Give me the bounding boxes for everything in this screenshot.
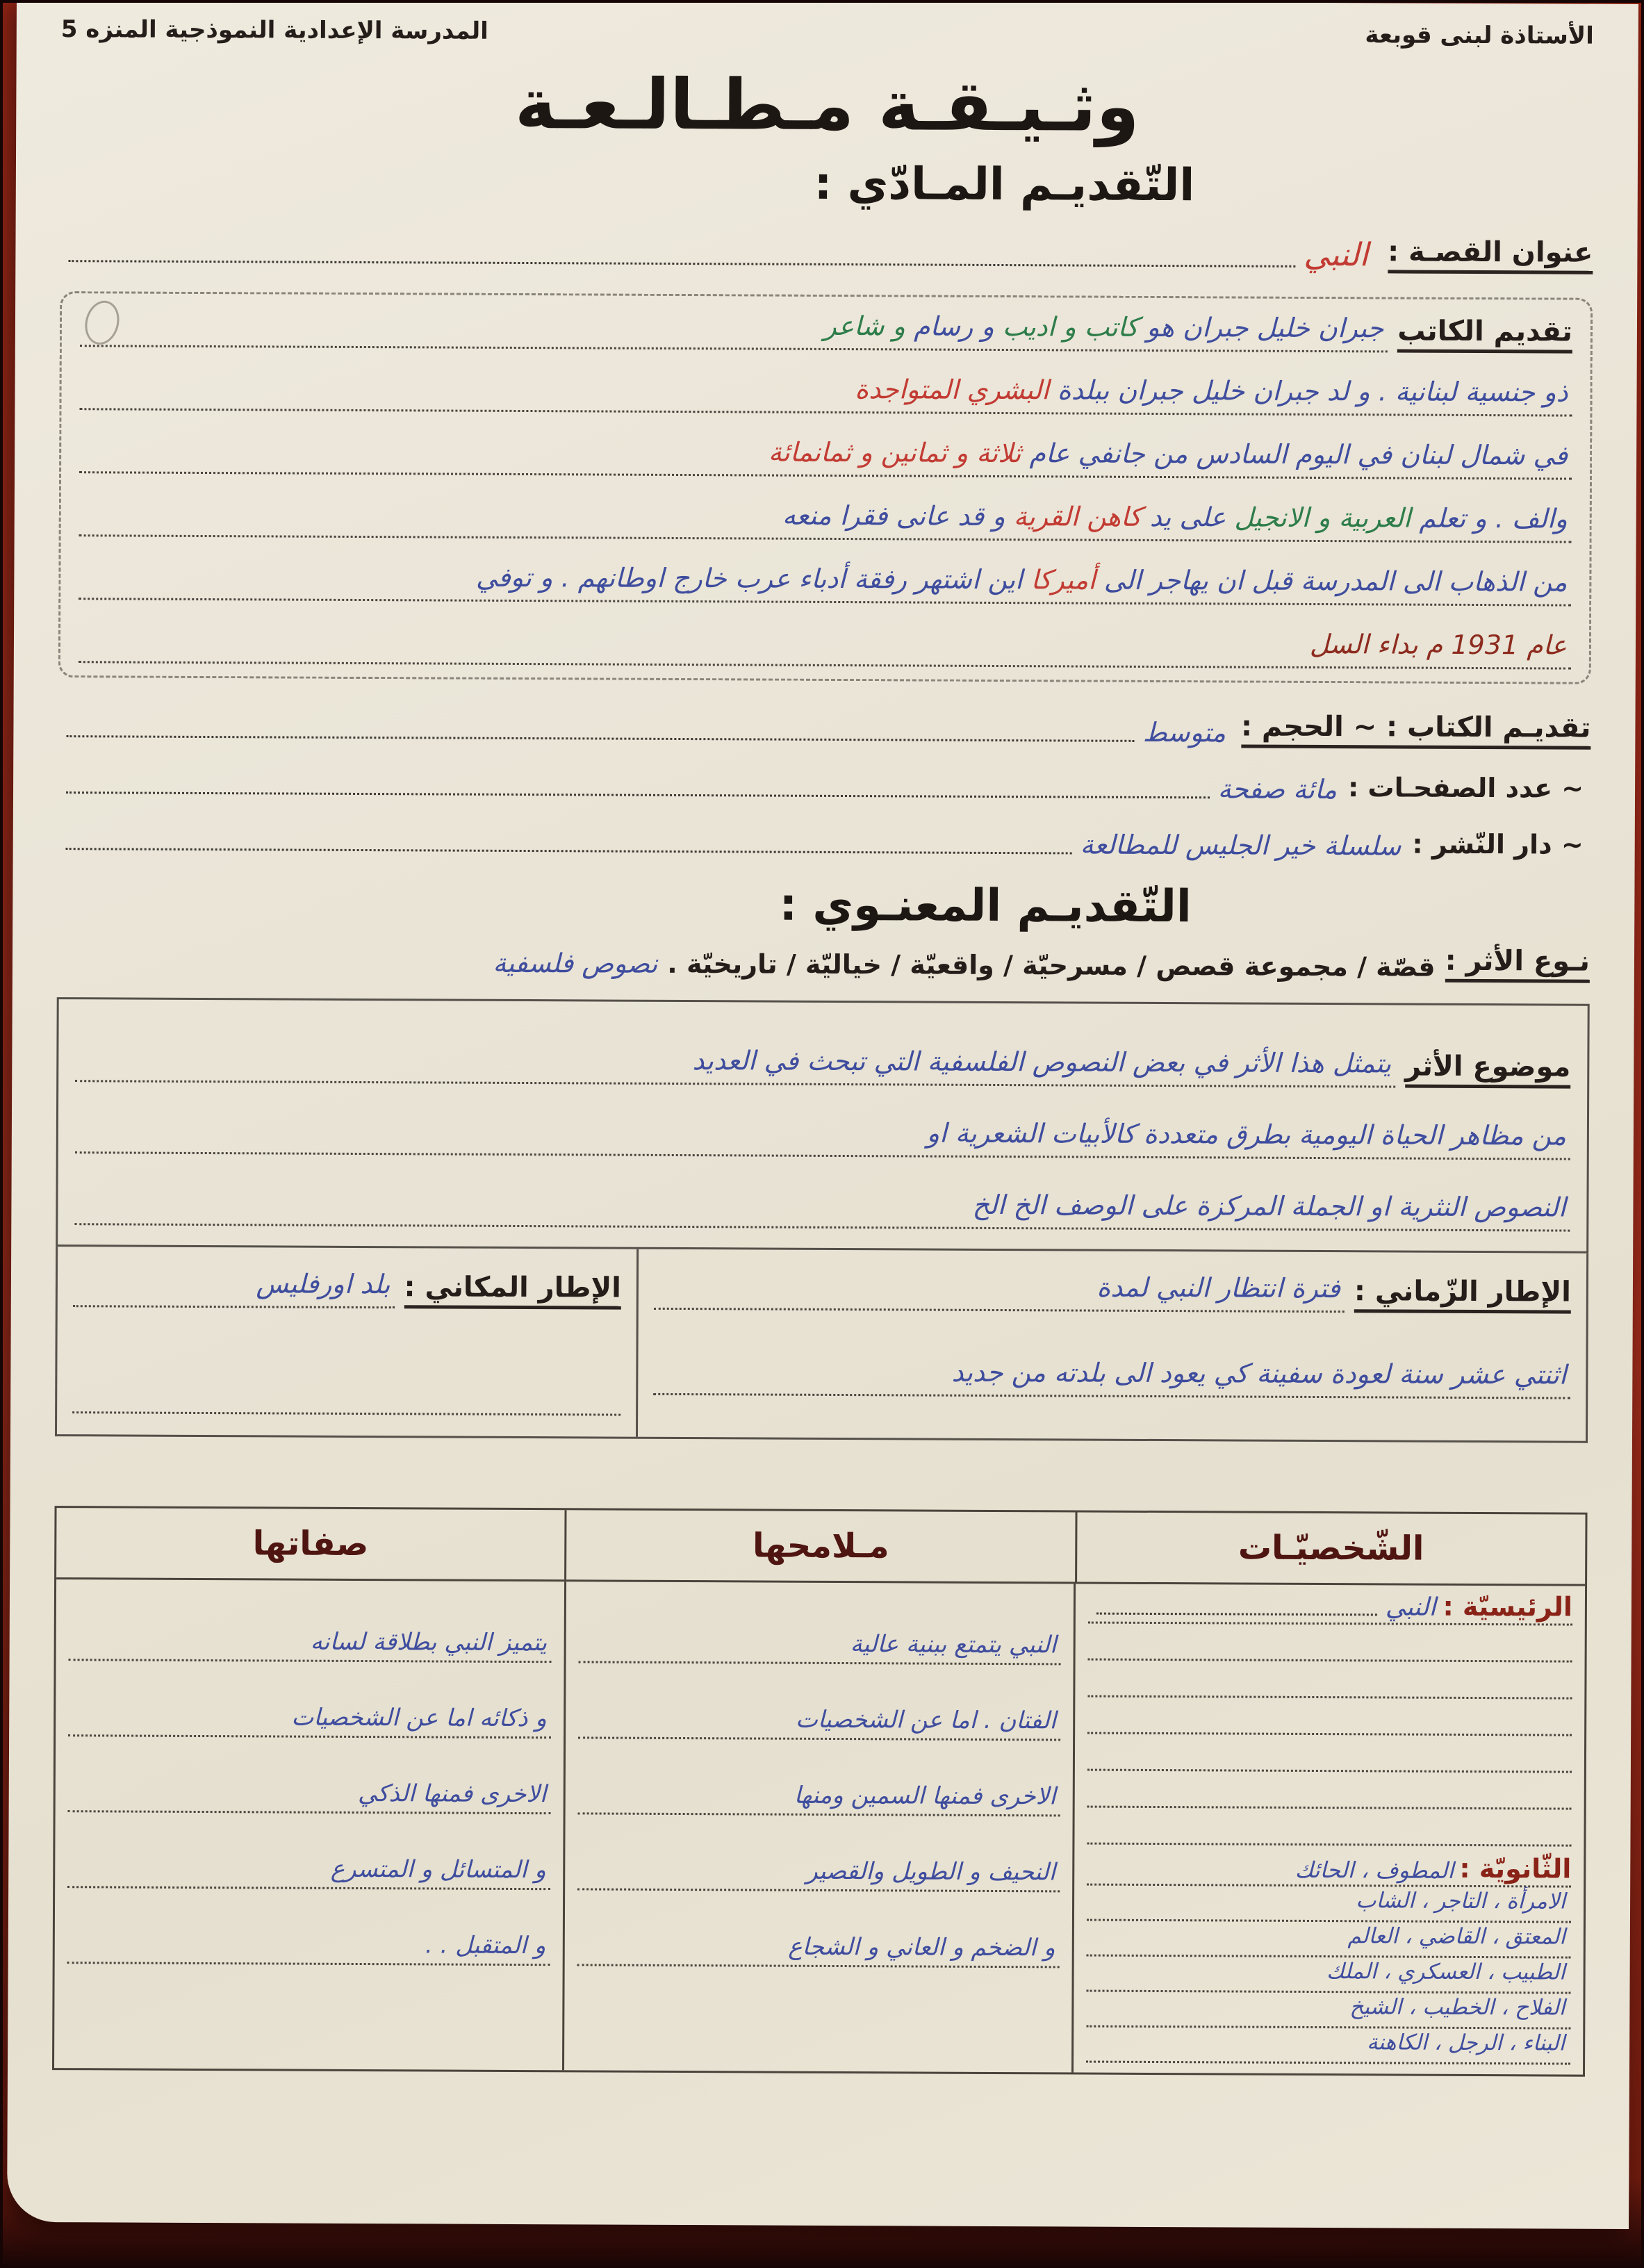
subject-handwriting-line: من مظاهر الحياة اليومية بطرق متعددة كالأبيات الشعرية او — [75, 1110, 1570, 1160]
secondary-character-line — [1086, 1957, 1570, 1994]
handwriting-segment: الفتان . اما عن الشخصيات — [795, 1705, 1057, 1735]
features-handwriting-line — [578, 1700, 1060, 1741]
main-character-line — [1088, 1590, 1572, 1626]
handwriting-segment: الاخرى فمنها السمين ومنها — [794, 1781, 1056, 1811]
characters-table-body — [54, 1579, 1585, 2075]
dotted-leader — [66, 791, 1210, 798]
handwriting-segment: البشري — [958, 374, 1049, 406]
traits-handwriting-line — [67, 1850, 550, 1890]
characters-table — [52, 1506, 1588, 2077]
handwriting-segment: و رسام — [905, 311, 994, 342]
secondary-character-line — [1087, 1886, 1571, 1923]
traits-handwriting-line — [67, 1925, 550, 1966]
traits-column — [54, 1579, 566, 2070]
handwriting-segment: الاخرى فمنها الذكي — [357, 1779, 547, 1809]
worksheet-page — [7, 0, 1638, 2229]
dotted-leader — [68, 259, 1295, 268]
author-presentation-box — [58, 291, 1593, 684]
dotted-leader — [66, 734, 1134, 742]
features-handwriting-line — [577, 1852, 1060, 1892]
subject-handwriting-line: النصوص النثرية او الجملة المركزة على الوصف الخ الخ — [74, 1181, 1570, 1231]
handwriting-segment: والف . و تعلم — [1411, 502, 1568, 534]
handwriting-segment: و المتسائل و المتسرع — [330, 1855, 546, 1884]
page-count-line — [58, 766, 1584, 806]
dotted-leader — [1096, 1612, 1377, 1616]
handwriting-segment: يتميز النبي بطلاقة لسانه — [310, 1627, 548, 1657]
author-handwriting-line — [79, 366, 1572, 416]
handwriting-segment: عام 1931 م بداء السل — [1309, 628, 1568, 661]
book-size-handwriting: متوسط — [1142, 716, 1226, 748]
time-frame-cell — [638, 1249, 1586, 1441]
secondary-character-handwriting: المطوف ، الحائك — [1294, 1856, 1454, 1884]
empty-dotted-line — [1087, 1624, 1572, 1663]
story-title-label: عنوان القصـة : — [1388, 236, 1593, 274]
column-header-features: مـلامحها — [566, 1510, 1077, 1581]
empty-dotted-line — [72, 1370, 620, 1415]
story-title-handwriting: النبي — [1304, 235, 1369, 274]
book-presentation-label: تقديـم الكتاب : ~ الحجم : — [1241, 711, 1591, 750]
column-header-traits: صفاتها — [56, 1508, 567, 1579]
place-frame-cell — [57, 1247, 639, 1437]
page-header — [61, 15, 1594, 50]
traits-handwriting-line — [69, 1622, 551, 1663]
subject-box — [56, 997, 1590, 1254]
handwriting-segment: و قد عانى فقرا منعه — [782, 500, 1005, 532]
work-type-options: قصّة / مجموعة قصص / مسرحيّة / واقعيّة / خياليّة / تاريخيّة . — [667, 948, 1436, 983]
subject-label: موضوع الأثر — [1405, 1051, 1570, 1089]
handwriting-segment: و المتقبل . . — [425, 1931, 546, 1960]
secondary-character-line — [1086, 1921, 1570, 1959]
traits-handwriting-line — [68, 1774, 550, 1814]
author-label: تقديم الكاتب — [1397, 315, 1572, 353]
handwriting-segment: على يد — [1141, 501, 1226, 533]
teacher-name: الأستاذة لبنى قوبعة — [1365, 21, 1594, 50]
material-section-heading: التّقديـم المـادّي : — [814, 158, 1195, 212]
secondary-character-line — [1086, 1992, 1570, 2030]
handwriting-segment: و ذكائه اما عن الشخصيات — [291, 1703, 547, 1733]
book-size-line — [58, 705, 1590, 750]
place-frame-label: الإطار المكاني : — [404, 1271, 621, 1309]
school-name: المدرسة الإعدادية النموذجية المنزه 5 — [60, 15, 488, 45]
handwriting-segment: و الضخم و العاني و الشجاع — [788, 1932, 1055, 1962]
column-header-characters: الشّخصيّـات — [1238, 1528, 1424, 1568]
main-character-handwriting: النبي — [1385, 1593, 1436, 1622]
handwriting-segment: اين اشتهر رفقة أدباء عرب خارج اوطانهم . و توفي — [475, 561, 1023, 595]
handwriting-segment: العربية و الانجيل — [1226, 502, 1411, 534]
features-handwriting-line — [577, 1928, 1059, 1968]
empty-dotted-lines — [1087, 1624, 1572, 1847]
frames-row — [55, 1247, 1588, 1443]
traits-handwriting-line — [68, 1698, 550, 1739]
page-count-handwriting: مائة صفحة — [1217, 773, 1338, 805]
handwriting-segment: كاهن القرية — [1005, 501, 1142, 532]
subject-handwriting-lines — [74, 1110, 1570, 1231]
place-frame-handwriting: بلد اورفليس — [73, 1263, 395, 1308]
author-handwriting-lines — [79, 366, 1572, 669]
page-count-label: ~ عدد الصفحـات : — [1347, 772, 1584, 804]
handwriting-segment: ثلاثة و ثمانين و ثمانمائة — [768, 436, 1021, 469]
secondary-character-line — [1087, 1852, 1571, 1888]
publisher-label: ~ دار النّشر : — [1412, 828, 1584, 860]
publisher-line — [58, 823, 1584, 862]
empty-dotted-line — [1087, 1698, 1572, 1736]
author-first-line — [80, 303, 1572, 353]
time-frame-label: الإطار الزّماني : — [1354, 1275, 1571, 1313]
features-handwriting-line — [578, 1625, 1060, 1665]
work-type-line — [57, 939, 1590, 983]
work-type-handwriting: نصوص فلسفية — [493, 947, 658, 979]
handwriting-segment: المتواجدة — [855, 374, 959, 405]
dotted-leader — [66, 847, 1072, 854]
features-column — [564, 1581, 1076, 2072]
handwriting-segment: البناء ، الرجل ، الكاهنة — [1367, 2030, 1565, 2056]
features-handwriting-line — [577, 1776, 1060, 1816]
moral-section-heading: التّقديـم المعنـوي : — [779, 879, 1192, 933]
handwriting-segment: جبران خليل جبران — [1174, 312, 1384, 344]
story-title-line — [60, 230, 1593, 274]
handwriting-segment: الامرأة ، التاجر ، الشاب — [1356, 1888, 1566, 1914]
work-type-label: نـوع الأثر : — [1445, 945, 1590, 983]
empty-dotted-line — [1087, 1808, 1571, 1847]
handwriting-segment: النحيف و الطويل والقصير — [806, 1857, 1056, 1887]
handwriting-segment: في شمال لبنان في اليوم السادس من جانفي عام — [1021, 438, 1568, 471]
document-title: وثـيـقـة مـطـالـعـة — [514, 63, 1140, 147]
author-handwriting-line — [80, 303, 1388, 352]
time-frame-handwriting-2: اثنتي عشر سنة لعودة سفينة كي يعود الى بلدته من جديد — [653, 1351, 1570, 1399]
author-handwriting-line — [79, 619, 1571, 669]
subject-first-line — [75, 1010, 1570, 1088]
author-handwriting-line — [79, 556, 1571, 606]
handwriting-segment: ذو جنسية لبنانية . و لد جبران خليل جبران ببلدة — [1049, 375, 1568, 408]
author-handwriting-line — [79, 429, 1572, 479]
main-character-label: الرئيسيّة : — [1442, 1591, 1573, 1622]
secondary-character-label: الثّانويّة : — [1459, 1852, 1572, 1884]
publisher-handwriting: سلسلة خير الجليس للمطالعة — [1080, 829, 1401, 862]
handwriting-segment: كاتب و اديب — [994, 311, 1139, 343]
empty-dotted-line — [1087, 1661, 1572, 1700]
characters-table-header — [56, 1508, 1585, 1586]
empty-dotted-line — [1087, 1734, 1572, 1773]
handwriting-segment: الطبيب ، العسكري ، الملك — [1326, 1959, 1565, 1985]
characters-column — [1074, 1584, 1585, 2074]
handwriting-segment: من الذهاب الى المدرسة قبل ان يهاجر الى — [1095, 564, 1568, 598]
empty-dotted-line — [1087, 1771, 1571, 1810]
handwriting-segment: أميركا — [1022, 564, 1096, 595]
handwriting-segment: النبي يتمتع ببنية عالية — [850, 1630, 1057, 1659]
handwriting-segment: الفلاح ، الخطيب ، الشيخ — [1349, 1994, 1565, 2021]
author-handwriting-line — [79, 493, 1572, 543]
time-frame-handwriting-1: فترة انتظار النبي لمدة — [654, 1266, 1345, 1313]
handwriting-segment: المعتق ، القاضي ، العالم — [1347, 1923, 1565, 1950]
secondary-character-lines — [1086, 1886, 1571, 2065]
handwriting-segment: هو — [1138, 311, 1175, 343]
subject-handwriting-line: يتمثل هذا الأثر في بعض النصوص الفلسفية التي تبحث في العديد — [75, 1038, 1395, 1087]
secondary-character-line — [1086, 2028, 1570, 2065]
handwriting-segment: و شاعر — [823, 310, 906, 342]
